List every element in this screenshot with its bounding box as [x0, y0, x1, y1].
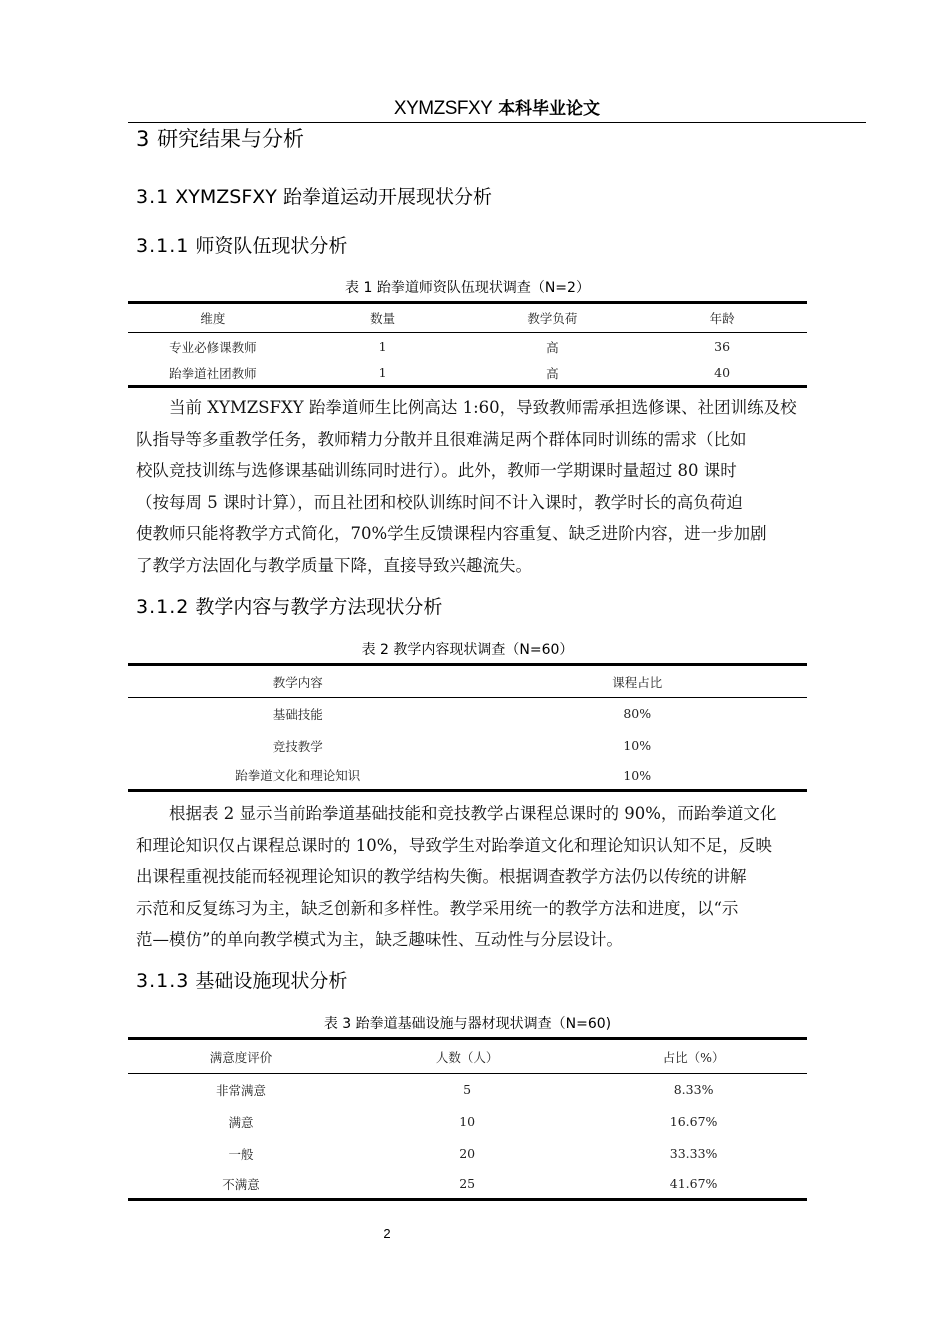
subsection-title: 师资队伍现状分析: [195, 235, 348, 257]
subsection-title: 基础设施现状分析: [195, 970, 348, 992]
table-cell: 10%: [623, 767, 652, 783]
table1-header-count: 数量: [298, 303, 468, 333]
header-school-code: XYMZSFXY: [393, 98, 493, 119]
subsection-heading-3-1-1: [136, 232, 347, 260]
table-cell: 10: [459, 1114, 476, 1129]
table-row: [128, 361, 807, 387]
chapter-heading: [136, 124, 304, 154]
paragraph-line: （按每周 5 课时计算），而且社团和校队训练时间不计入课时，教学时长的高负荷迫: [136, 492, 743, 512]
table1: [128, 301, 807, 388]
table-cell: 高: [546, 365, 559, 381]
table1-header-load: 教学负荷: [468, 303, 638, 333]
table-cell: 满意: [228, 1114, 254, 1130]
table2-header-content: 教学内容: [128, 665, 468, 698]
table1-header-age: 年龄: [637, 303, 807, 333]
paragraph-line: 队指导等多重教学任务，教师精力分散并且很难满足两个群体同时训练的需求（比如: [136, 429, 747, 449]
table2: [128, 663, 807, 792]
paragraph-line: 出课程重视技能而轻视理论知识的教学结构失衡。根据调查教学方法仍以传统的讲解: [136, 867, 747, 887]
table3-header-count: 人数（人）: [354, 1039, 580, 1074]
subsection-heading-3-1-2: [136, 593, 442, 621]
table3: [128, 1037, 807, 1201]
table-cell: 专业必修课教师: [169, 339, 257, 355]
paragraph-line: 示范和反复练习为主，缺乏创新和多样性。教学采用统一的教学方法和进度，以“示: [136, 898, 739, 918]
table-cell: 10%: [623, 738, 652, 753]
chapter-title: 研究结果与分析: [157, 127, 305, 151]
table-cell: 20: [459, 1146, 476, 1161]
table-cell: 25: [459, 1176, 476, 1192]
table-cell: 竞技教学: [272, 738, 323, 754]
table-cell: 一般: [228, 1146, 254, 1162]
table1-header-dimension: 维度: [128, 303, 298, 333]
table-row: [128, 1138, 807, 1170]
paragraph-line: 当前 XYMZSFXY 跆拳道师生比例高达 1:60，导致教师需承担选修课、社团训练及校: [169, 398, 797, 417]
subsection-number: 3.1.2: [136, 596, 190, 618]
table-row: [128, 762, 807, 791]
table-cell: 跆拳道文化和理论知识: [235, 768, 361, 784]
chapter-number: 3: [136, 127, 151, 151]
subsection-heading-3-1-3: [136, 967, 347, 995]
table-cell: 16.67%: [669, 1114, 718, 1129]
table-cell: 基础技能: [272, 706, 323, 722]
table3-header-rating: 满意度评价: [128, 1039, 354, 1074]
paragraph-line: 根据表 2 显示当前跆拳道基础技能和竞技教学占课程总课时的 90%，而跆拳道文化: [169, 804, 777, 823]
table-cell: 41.67%: [669, 1176, 718, 1192]
section-heading-3-1: [136, 183, 492, 211]
paragraph-line: 使教师只能将教学方式简化，70%学生反馈课程内容重复、缺乏进阶内容，进一步加剧: [136, 524, 767, 544]
table-cell: 36: [714, 339, 731, 355]
paragraph-line: 了教学方法固化与教学质量下降，直接导致兴趣流失。: [136, 555, 532, 575]
table-cell: 80%: [623, 706, 652, 722]
running-header: [128, 95, 866, 123]
table-cell: 不满意: [222, 1176, 260, 1192]
subsection-number: 3.1.3: [136, 970, 190, 992]
table-row: [128, 730, 807, 762]
table-row: [128, 1170, 807, 1200]
paragraph-line: 和理论知识仅占课程总课时的 10%，导致学生对跆拳道文化和理论知识认知不足，反映: [136, 835, 772, 855]
table-row: [128, 698, 807, 730]
table-row: [128, 333, 807, 361]
table-cell: 33.33%: [669, 1146, 718, 1161]
subsection-title: 教学内容与教学方法现状分析: [195, 596, 443, 618]
table1-caption: 表 1 跆拳道师资队伍现状调查（N=2）: [345, 280, 590, 296]
paragraph-line: 校队竞技训练与选修课基础训练同时进行）。此外，教师一学期课时量超过 80 课时: [136, 461, 737, 481]
table-cell: 8.33%: [673, 1082, 714, 1098]
paragraph-faculty-analysis: [136, 392, 860, 582]
table-cell: 跆拳道社团教师: [169, 365, 257, 381]
subsection-number: 3.1.1: [136, 235, 190, 257]
paragraph-content-analysis: [136, 798, 860, 956]
page-number: 2: [383, 1226, 391, 1241]
table-cell: 1: [378, 339, 387, 355]
table-cell: 高: [546, 339, 559, 355]
table2-header-ratio: 课程占比: [468, 665, 808, 698]
section-title: XYMZSFXY 跆拳道运动开展现状分析: [175, 186, 492, 208]
header-doc-type: 本科毕业论文: [498, 99, 601, 119]
table3-caption: 表 3 跆拳道基础设施与器材现状调查（N=60): [323, 1016, 612, 1032]
section-number: 3.1: [136, 186, 170, 208]
table-row: [128, 1074, 807, 1106]
table-cell: 5: [463, 1082, 472, 1098]
table-cell: 非常满意: [216, 1082, 267, 1098]
table-cell: 40: [714, 365, 731, 381]
table-row: [128, 1106, 807, 1138]
paragraph-line: 范—模仿”的单向教学模式为主，缺乏趣味性、互动性与分层设计。: [136, 930, 623, 950]
table-cell: 1: [378, 365, 387, 381]
table3-header-percent: 占比（%）: [580, 1039, 807, 1074]
table2-caption: 表 2 教学内容现状调查（N=60）: [361, 642, 574, 658]
